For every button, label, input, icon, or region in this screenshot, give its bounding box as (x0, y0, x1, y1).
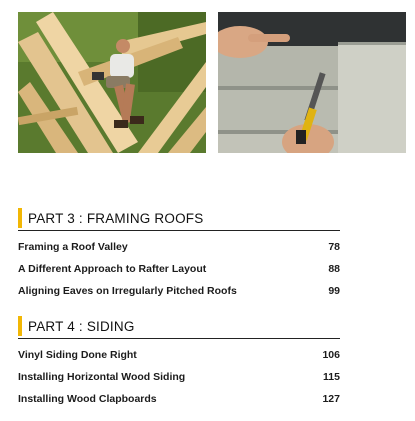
toc-entry-title: Framing a Roof Valley (18, 241, 128, 253)
toc-entry[interactable] (18, 257, 340, 279)
part-accent-bar (18, 316, 22, 336)
toc-entry[interactable] (18, 279, 340, 301)
toc-entry-title: A Different Approach to Rafter Layout (18, 263, 207, 275)
toc-entry[interactable] (18, 343, 340, 365)
toc-entry-page: 115 (323, 371, 340, 383)
toc-entry[interactable] (18, 387, 340, 409)
toc-entry-title: Aligning Eaves on Irregularly Pitched Roofs (18, 285, 237, 297)
framing-roof-photo (18, 12, 206, 153)
toc-entry-page: 88 (328, 263, 340, 275)
toc-entry-page: 78 (328, 241, 340, 253)
toc-entry[interactable] (18, 235, 340, 257)
part-title: PART 3 : FRAMING ROOFS (28, 211, 204, 226)
toc-entry-page: 106 (322, 349, 340, 361)
toc-entry-page: 127 (322, 393, 340, 405)
toc-entry-title: Installing Wood Clapboards (18, 393, 157, 405)
siding-photo (218, 12, 406, 153)
part-3-section (18, 208, 340, 301)
toc-entry-title: Installing Horizontal Wood Siding (18, 371, 186, 383)
toc-entry-title: Vinyl Siding Done Right (18, 349, 137, 361)
part-header (18, 316, 340, 339)
part-4-section (18, 316, 340, 409)
part-title: PART 4 : SIDING (28, 319, 135, 334)
part-header (18, 208, 340, 231)
toc-entry[interactable] (18, 365, 340, 387)
toc-entry-page: 99 (328, 285, 340, 297)
part-accent-bar (18, 208, 22, 228)
